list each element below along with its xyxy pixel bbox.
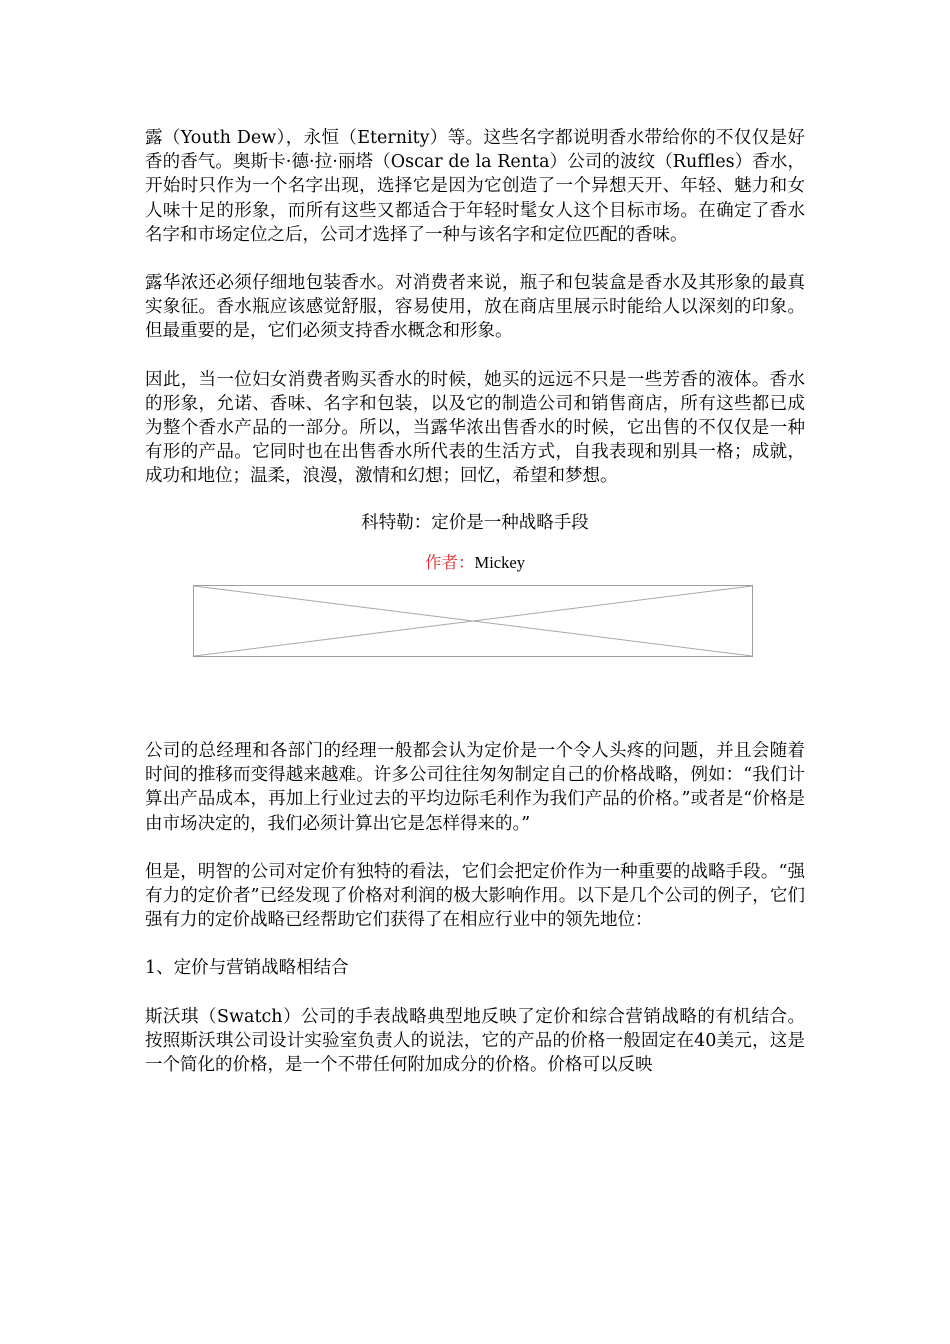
paragraph-perfume-image: 因此，当一位妇女消费者购买香水的时候，她买的远远不只是一些芳香的液体。香水的形象，允诺、香味、名字和包装，以及它的制造公司和销售商店，所有这些都已成为整个香水产品的一部分。所以，当露华浓出售香水的时候，它出售的不仅仅是一种有形的产品。它同时也在出售香水所代表的生活方式，自我表现和别具一格；成就，成功和地位；温柔，浪漫，激情和幻想；回忆，希望和梦想。 [145,369,805,487]
article-title: 科特勒：定价是一种战略手段 [361,512,589,533]
paragraph-pricing-headache: 公司的总经理和各部门的经理一般都会认为定价是一个令人头疼的问题，并且会随着时间的推移而变得越来越难。许多公司往往匆匆制定自己的价格战略，例如：“我们计算出产品成本，再加上行业过去的平均边际毛利作为我们产品的价格。”或者是“价格是由市场决定的，我们必须计算出它是怎样得来的。” [145,741,805,834]
section-heading-pricing-marketing: 1、定价与营销战略相结合 [145,958,349,979]
article-author [145,551,805,575]
paragraph-smart-companies: 但是，明智的公司对定价有独特的看法，它们会把定价作为一种重要的战略手段。“强有力的定价者”已经发现了价格对利润的极大影响作用。以下是几个公司的例子，它们强有力的定价战略已经帮助它们获得了在相应行业中的领先地位： [145,861,805,931]
author-name: Mickey [474,552,525,572]
broken-image-placeholder [193,585,753,657]
paragraph-swatch: 斯沃琪（Swatch）公司的手表战略典型地反映了定价和综合营销战略的有机结合。按照斯沃琪公司设计实验室负责人的说法，它的产品的价格一般固定在40美元，这是一个简化的价格，是一个不带任何附加成分的价格。价格可以反映 [145,1006,805,1076]
spacer [145,657,805,739]
paragraph-perfume-packaging: 露华浓还必须仔细地包装香水。对消费者来说，瓶子和包装盒是香水及其形象的最真实象征。香水瓶应该感觉舒服，容易使用，放在商店里展示时能给人以深刻的印象。但最重要的是，它们必须支持香水概念和形象。 [145,273,805,342]
image-placeholder-cross-icon [194,586,752,656]
author-label: 作者： [425,552,475,572]
document-page [145,126,805,1101]
paragraph-perfume-names: 露（Youth Dew），永恒（Eternity）等。这些名字都说明香水带给你的不仅仅是好香的香气。奥斯卡·德·拉·丽塔（Oscar de la Renta）公司的波纹（Ruffles）香水，开始时只作为一个名字出现，选择它是因为它创造了一个异想天开、年轻、魅力和女人味十足的形象，而所有这些又都适合于年轻时髦女人这个目标市场。在确定了香水名字和市场定位之后，公司才选择了一种与该名字和定位匹配的香味。 [145,128,805,245]
